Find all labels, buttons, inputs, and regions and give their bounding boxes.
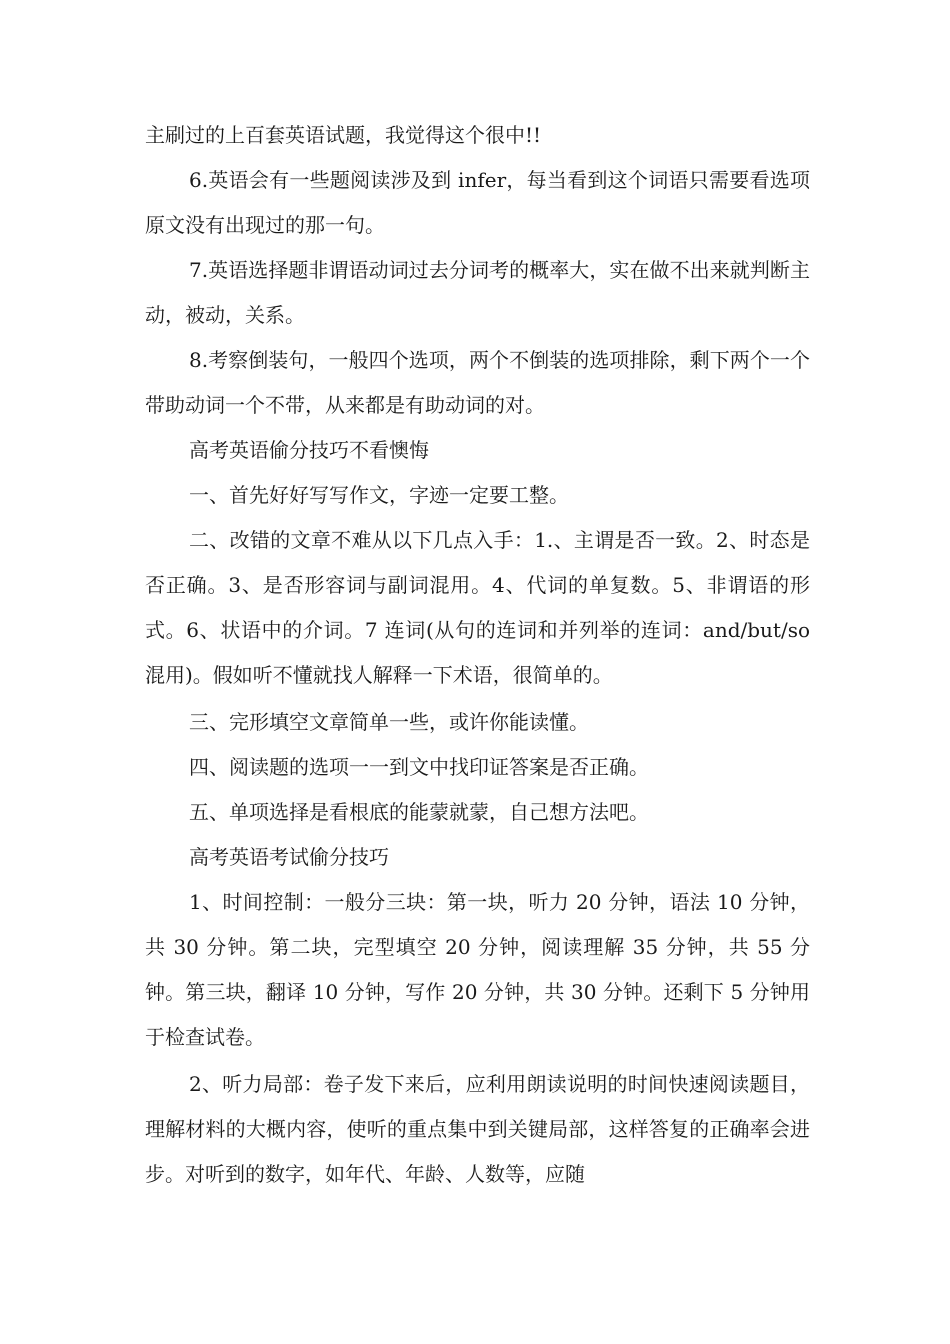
section-heading-tips: 高考英语偷分技巧不看懊悔: [189, 438, 429, 462]
section-heading-exam-tips: 高考英语考试偷分技巧: [189, 845, 389, 869]
document-body: [145, 113, 810, 1197]
paragraph-point-5: 五、单项选择是看根底的能蒙就蒙，自己想方法吧。: [189, 800, 649, 824]
paragraph-listening: 2、听力局部：卷子发下来后，应利用朗读说明的时间快速阅读题目，理解材料的大概内容，使听的重点集中到关键局部，这样答复的正确率会进步。对听到的数字，如年代、年龄、人数等，应随: [145, 1072, 810, 1186]
paragraph-point-3: 三、完形填空文章简单一些，或许你能读懂。: [189, 710, 589, 734]
paragraph-continuation: 主刷过的上百套英语试题，我觉得这个很中!!: [145, 123, 542, 147]
paragraph-point-1: 一、首先好好写写作文，字迹一定要工整。: [189, 483, 569, 507]
paragraph-time-control: 1、时间控制：一般分三块：第一块，听力 20 分钟，语法 10 分钟，共 30 分钟。第二块，完型填空 20 分钟，阅读理解 35 分钟，共 55 分钟。第三块，翻译 10 分钟，写作 20 分钟，共 30 分钟。还剩下 5 分钟用于检查试卷。: [145, 890, 810, 1049]
paragraph-point-4: 四、阅读题的选项一一到文中找印证答案是否正确。: [189, 755, 649, 779]
paragraph-tip-6: 6.英语会有一些题阅读涉及到 infer，每当看到这个词语只需要看选项原文没有出现过的那一句。: [145, 168, 810, 237]
paragraph-point-2: 二、改错的文章不难从以下几点入手：1.、主谓是否一致。2、时态是否正确。3、是否形容词与副词混用。4、代词的单复数。5、非谓语的形式。6、状语中的介词。7 连词(从句的连词和并列举的连词：and/but/so 混用)。假如听不懂就找人解释一下术语，很简单的。: [145, 528, 810, 687]
paragraph-tip-8: 8.考察倒装句，一般四个选项，两个不倒装的选项排除，剩下两个一个带助动词一个不带，从来都是有助动词的对。: [145, 348, 810, 417]
paragraph-tip-7: 7.英语选择题非谓语动词过去分词考的概率大，实在做不出来就判断主动，被动，关系。: [145, 258, 810, 327]
